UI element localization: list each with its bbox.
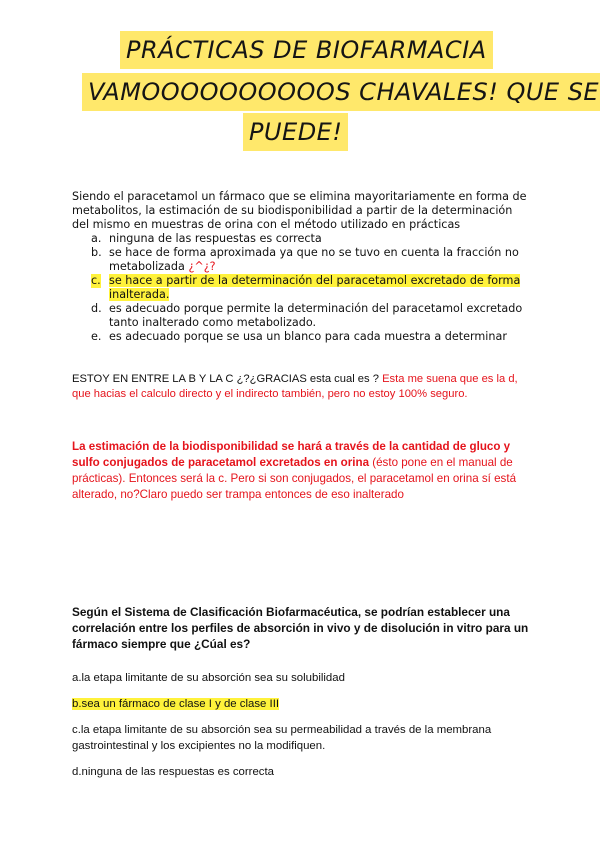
question-1-option-e: e. es adecuado porque se usa un blanco para cada muestra a determinar <box>91 330 507 343</box>
comment-2-bold: La estimación de la biodisponibilidad se hará a través de la cantidad de gluco y sulfo conjugados de paracetamol excretados en orina <box>72 439 511 469</box>
title-line-2: VAMOOOOOOOOOOS CHAVALES! QUE SE <box>82 73 600 111</box>
question-2-option-b <box>72 696 532 712</box>
question-1-option-d: d. es adecuado porque permite la determinación del paracetamol excretado tanto inalterado como metabolizado. <box>91 302 523 329</box>
question-1-option-b: b. se hace de forma aproximada ya que no se tuvo en cuenta la fracción no metabolizada ¿^¿? <box>91 246 519 273</box>
question-2-option-a: a.la etapa limitante de su absorción sea su solubilidad <box>72 672 345 684</box>
title-line-1: PRÁCTICAS DE BIOFARMACIA <box>120 31 493 69</box>
comment-2 <box>72 439 532 503</box>
question-2-stem: Según el Sistema de Clasificación Biofarmacéutica, se podrían establecer una correlación entre los perfiles de absorción in vivo y de disolución in vitro para un fármaco siempre que ¿Cúal es? <box>72 605 529 651</box>
question-1-option-a: a. ninguna de las respuestas es correcta <box>91 232 322 245</box>
comment-1-black: ESTOY EN ENTRE LA B Y LA C ¿?¿GRACIAS esta cual es ? <box>72 373 383 386</box>
title-line-3: PUEDE! <box>243 113 348 151</box>
comment-1-red: Esta me suena que es la d, que hacias el calculo directo y el indirecto también, pero no estoy 100% seguro. <box>72 373 518 401</box>
question-marks-note: ¿^¿? <box>188 260 216 273</box>
question-2-option-c: c.la etapa limitante de su absorción sea su permeabilidad a través de la membrana gastrointestinal y los excipientes no la modifiquen. <box>72 724 492 752</box>
question-2-option-d: d.ninguna de las respuestas es correcta <box>72 766 274 778</box>
highlighted-answer: b.sea un fármaco de clase I y de clase III <box>72 698 280 710</box>
question-2 <box>72 604 532 790</box>
highlighted-answer: se hace a partir de la determinación del paracetamol excretado de forma inalterada. <box>109 274 521 301</box>
question-1 <box>72 190 532 344</box>
comment-2-normal: (ésto pone en el manual de prácticas). Entonces será la c. Pero si son conjugados, el paracetamol en orina sí está alterado, no?Claro puedo ser trampa entonces de eso inalterado <box>72 455 517 501</box>
comment-1 <box>72 372 532 402</box>
question-1-stem: Siendo el paracetamol un fármaco que se elimina mayoritariamente en forma de metabolitos, la estimación de su biodisponibilidad a partir de la determinación del mismo en muestras de orina con el método utilizado en prácticas <box>72 190 527 231</box>
question-1-option-c: c. se hace a partir de la determinación del paracetamol excretado de forma inalterada. <box>91 274 521 301</box>
